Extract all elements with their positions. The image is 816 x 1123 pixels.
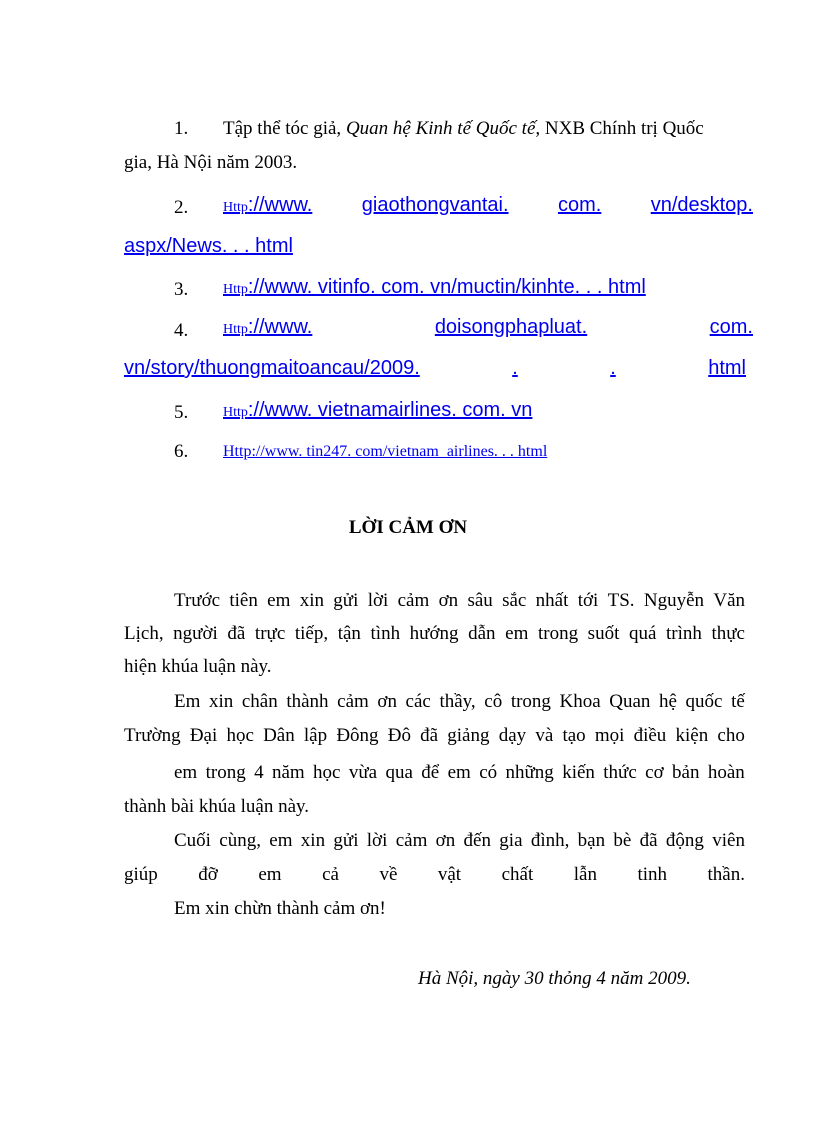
word: em xyxy=(174,762,198,783)
word: qua xyxy=(385,762,413,783)
word: tiếp, xyxy=(294,623,329,644)
ack-p1-line-3: hiện khúa luận này. xyxy=(124,656,272,677)
link-segment[interactable]: com. xyxy=(557,194,602,216)
link-prefix[interactable]: Http xyxy=(223,282,248,297)
word: xin xyxy=(299,590,324,611)
word: em xyxy=(505,623,529,644)
word: ơn xyxy=(377,691,397,712)
word: Em xyxy=(174,691,201,712)
ack-p3-line-2 xyxy=(124,863,745,887)
reference-1-line-2: gia, Hà Nội năm 2003. xyxy=(124,152,298,173)
word: Đô xyxy=(387,725,411,746)
word: đến xyxy=(463,830,491,851)
link-segment[interactable]: ://www. xyxy=(247,316,313,338)
reference-number: 4. xyxy=(174,320,189,341)
reference-6-link[interactable]: Http://www. tin247. com/vietnam_airlines. . . html xyxy=(223,443,548,460)
word: dẫn xyxy=(468,623,496,644)
word: hệ xyxy=(659,691,677,712)
word: tới xyxy=(577,590,599,611)
word: dạy xyxy=(498,725,527,746)
word: tận xyxy=(337,623,361,644)
word: em xyxy=(447,762,471,783)
word: cảm xyxy=(397,590,430,611)
word: Cuối xyxy=(174,830,211,851)
word: thực xyxy=(711,623,745,644)
word: những xyxy=(505,762,554,783)
word: xin xyxy=(208,691,234,712)
word: cho xyxy=(717,725,745,746)
word: vật xyxy=(437,864,462,885)
reference-2-link-line-1[interactable] xyxy=(223,194,753,217)
word: kiến xyxy=(562,762,595,783)
word: Văn xyxy=(713,590,745,611)
word: giúp xyxy=(124,864,158,885)
word: Trường xyxy=(124,725,181,746)
word: và xyxy=(535,725,554,746)
word: Nguyễn xyxy=(643,590,705,611)
word: sâu xyxy=(467,590,493,611)
ack-p1-line-1 xyxy=(174,589,745,613)
word: hướng xyxy=(409,623,459,644)
ack-p2-line-4: thành bài khúa luận này. xyxy=(124,796,310,817)
word: viên xyxy=(712,830,745,851)
word: sắc xyxy=(502,590,527,611)
word: đỡ xyxy=(198,864,218,885)
word: trong xyxy=(510,691,551,712)
word: động xyxy=(665,830,704,851)
word: ơn xyxy=(438,590,459,611)
link-prefix[interactable]: Http xyxy=(223,200,248,215)
word: năm xyxy=(271,762,305,783)
word: cảm xyxy=(395,830,428,851)
link-segment[interactable]: html xyxy=(708,357,746,379)
ack-p3-line-1 xyxy=(174,829,745,853)
link-segment[interactable]: ://www. vitinfo. com. vn/muctin/kinhte. . . html xyxy=(247,276,646,298)
word: Quan xyxy=(609,691,651,712)
link-segment[interactable]: giaothongvantai. xyxy=(361,194,509,216)
ack-p1-line-2 xyxy=(124,622,745,646)
word: gửi xyxy=(333,590,359,611)
word: nhất xyxy=(535,590,569,611)
link-prefix[interactable]: Http xyxy=(223,405,248,420)
word: về xyxy=(379,864,398,885)
word: tế xyxy=(731,691,745,712)
word: TS. xyxy=(607,590,635,611)
word: trong xyxy=(537,623,579,644)
reference-number: 3. xyxy=(174,279,189,300)
word: bạn xyxy=(577,830,606,851)
word: Khoa xyxy=(559,691,601,712)
word: lời xyxy=(366,830,388,851)
word: ơn xyxy=(435,830,456,851)
ack-p2-line-1 xyxy=(174,690,745,714)
word: trình xyxy=(665,623,702,644)
word: kiện xyxy=(675,725,709,746)
word: người xyxy=(173,623,218,644)
word: cùng, xyxy=(219,830,261,851)
word: Lịch, xyxy=(124,623,164,644)
word: quốc xyxy=(685,691,723,712)
word: mọi xyxy=(594,725,625,746)
reference-publisher: NXB Chính trị Quốc xyxy=(540,118,704,139)
word: Dân xyxy=(263,725,295,746)
signature-date: Hà Nội, ngày 30 thỏng 4 năm 2009. xyxy=(418,968,691,989)
link-segment[interactable]: doisongphapluat. xyxy=(434,316,588,338)
link-segment[interactable]: . xyxy=(512,357,518,379)
word: tình xyxy=(370,623,401,644)
word: Đông xyxy=(336,725,379,746)
reference-number: 1. xyxy=(174,118,189,139)
word: thức xyxy=(603,762,637,783)
word: gửi xyxy=(333,830,359,851)
word: xin xyxy=(300,830,326,851)
word: quá xyxy=(628,623,657,644)
link-prefix[interactable]: Http xyxy=(223,322,248,337)
reference-4-link-line-2[interactable] xyxy=(124,357,746,380)
word: tạo xyxy=(562,725,586,746)
word: cả xyxy=(322,864,339,885)
reference-1-line-1 xyxy=(223,117,704,141)
word: Trước xyxy=(174,590,221,611)
word xyxy=(223,316,312,339)
reference-book-title: Quan hệ Kinh tế Quốc tế, xyxy=(345,118,541,139)
word: gia xyxy=(499,830,523,851)
acknowledgement-title: LỜI CẢM ƠN xyxy=(348,517,468,538)
word: em xyxy=(267,590,291,611)
word: thầy, xyxy=(439,691,476,712)
word: trong xyxy=(205,762,246,783)
reference-number: 6. xyxy=(174,441,189,462)
word: cảm xyxy=(337,691,369,712)
ack-p2-line-2 xyxy=(124,724,745,748)
word: vừa xyxy=(348,762,378,783)
word: thần. xyxy=(707,864,745,885)
word: chất xyxy=(501,864,534,885)
word: tinh xyxy=(637,864,668,885)
word: 4 xyxy=(254,762,264,783)
reference-author: Tập thể tóc giả, xyxy=(223,118,346,139)
word: đã xyxy=(420,725,439,746)
link-segment[interactable]: ://www. vietnamairlines. com. vn xyxy=(247,399,533,421)
ack-p2-line-3 xyxy=(174,761,745,785)
word: đình, xyxy=(530,830,570,851)
reference-number: 2. xyxy=(174,197,189,218)
word: để xyxy=(421,762,440,783)
word: học xyxy=(226,725,254,746)
word: chân xyxy=(241,691,278,712)
word: suốt xyxy=(587,623,620,644)
word: lời xyxy=(367,590,389,611)
word: tiên xyxy=(229,590,258,611)
word: đã xyxy=(227,623,246,644)
link-segment[interactable]: com. xyxy=(709,316,753,338)
link-segment[interactable]: vn/desktop. xyxy=(650,194,753,216)
reference-5-link[interactable] xyxy=(223,398,532,425)
word: giảng xyxy=(447,725,490,746)
reference-number: 5. xyxy=(174,402,189,423)
word: có xyxy=(479,762,498,783)
word: Đại xyxy=(189,725,218,746)
reference-2-link-line-2[interactable]: aspx/News. . . html xyxy=(124,235,293,257)
word: em xyxy=(258,864,282,885)
reference-3-link[interactable] xyxy=(223,275,646,302)
word: hoàn xyxy=(707,762,745,783)
word xyxy=(223,194,312,217)
word: điều xyxy=(633,725,667,746)
word: học xyxy=(313,762,341,783)
ack-closing: Em xin chừn thành cảm ơn! xyxy=(174,898,386,919)
word: bè xyxy=(613,830,632,851)
link-segment[interactable]: ://www. xyxy=(247,194,313,216)
word: bản xyxy=(672,762,700,783)
word: lập xyxy=(303,725,328,746)
word: đã xyxy=(639,830,658,851)
word: cô xyxy=(484,691,503,712)
word: lẫn xyxy=(573,864,597,885)
word: cơ xyxy=(645,762,664,783)
word: thành xyxy=(286,691,329,712)
link-segment[interactable]: . xyxy=(610,357,616,379)
word: em xyxy=(269,830,293,851)
link-segment[interactable]: vn/story/thuongmaitoancau/2009. xyxy=(124,357,420,379)
word: các xyxy=(405,691,431,712)
word: trực xyxy=(254,623,286,644)
reference-4-link-line-1[interactable] xyxy=(223,316,753,339)
